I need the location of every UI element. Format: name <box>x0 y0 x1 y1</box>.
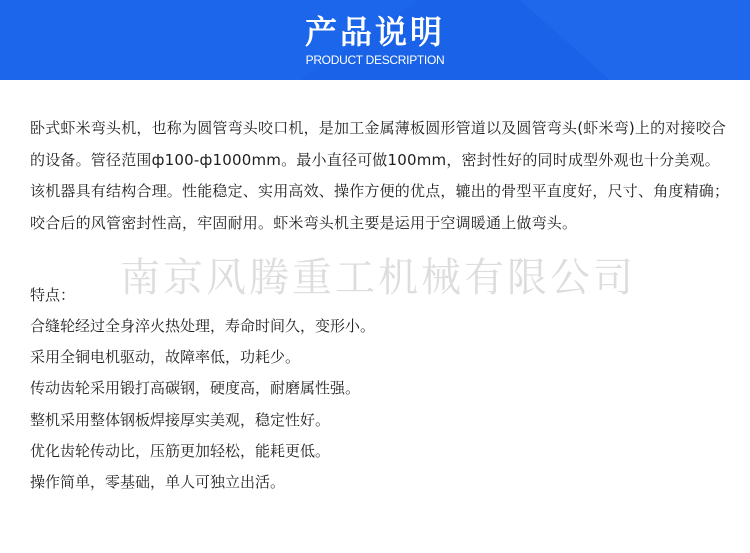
feature-item: 合缝轮经过全身淬火热处理，寿命时间久，变形小。 <box>30 317 376 335</box>
feature-item: 操作简单，零基础，单人可独立出活。 <box>30 473 286 492</box>
page-title: 产品说明 <box>304 13 445 51</box>
section-header <box>0 0 750 80</box>
features-heading: 特点： <box>30 286 76 304</box>
company-watermark: 南京风腾重工机械有限公司 <box>120 255 636 301</box>
features-section <box>30 280 730 498</box>
feature-item: 优化齿轮传动比，压筋更加轻松，能耗更低。 <box>30 441 331 460</box>
feature-item: 整机采用整体钢板焊接厚实美观，稳定性好。 <box>30 410 331 429</box>
feature-item: 传动齿轮采用锻打高碳钢，硬度高，耐磨属性强。 <box>30 379 361 398</box>
page-subtitle: PRODUCT DESCRIPTION <box>305 53 445 67</box>
intro-paragraph: 卧式虾米弯头机，也称为圆管弯头咬口机，是加工金属薄板圆形管道以及圆管弯头(虾米弯)上的对接咬合的设备。管径范围ф100-ф1000mm。最小直径可做100mm，密封性好的同时成型外观也十分美观。该机器具有结构合理。性能稳定、实用高效、操作方便的优点，辘出的骨型平直度好，尺寸、角度精确；咬合后的风管密封性高，牢固耐用。虾米弯头机主要是运用于空调暖通上做弯头。 <box>30 119 730 232</box>
product-description <box>30 113 730 498</box>
feature-item: 采用全铜电机驱动，故障率低，功耗少。 <box>30 348 301 367</box>
